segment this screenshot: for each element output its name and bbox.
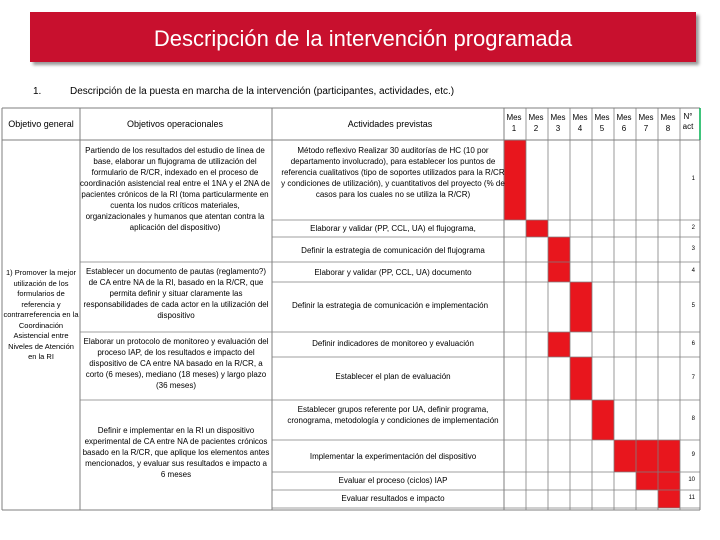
activity-number: 2 (691, 225, 695, 231)
objetivo-general-text: 1) Promover la mejor utilización de los formularios de referencia y contrarreferencia en la Coordinación Asistencial entre Niveles de Atención en la RI (3, 268, 79, 361)
activity-number: 8 (691, 416, 695, 422)
month-number: 5 (599, 124, 605, 133)
activity-text: Implementar la experimentación del dispositivo (309, 452, 477, 461)
month-label: Mes (638, 113, 654, 122)
active-month-cell (636, 440, 658, 472)
active-month-cell (548, 332, 570, 357)
section-number: 1. (33, 86, 42, 97)
activity-number: 5 (691, 303, 695, 309)
month-number: 2 (533, 124, 539, 133)
active-month-cell (548, 237, 570, 262)
objetivo-operacional-3: Elaborar un protocolo de monitoreo y evaluación del proceso IAP, de los resultados e impacto del dispositivo de CA entre NA basado en la R/CR, a corto (6 meses), mediano (18 meses) y largo plazo (36 meses) (83, 337, 269, 390)
activity-text: Elaborar y validar (PP, CCL, UA) documento (314, 268, 472, 277)
activity-number: 3 (691, 246, 695, 252)
month-number: 8 (665, 124, 671, 133)
activity-text: Definir indicadores de monitoreo y evaluación (312, 339, 474, 348)
activity-number: 11 (688, 495, 695, 501)
month-number: 4 (577, 124, 583, 133)
header-n-act: N° act (682, 112, 694, 131)
section-heading: Descripción de la puesta en marcha de la intervención (participantes, actividades, etc.) (70, 86, 455, 97)
month-label: Mes (660, 113, 676, 122)
activity-number: 10 (688, 477, 695, 483)
activity-number: 4 (691, 268, 695, 274)
month-number: 1 (511, 124, 517, 133)
activity-text: Definir la estrategia de comunicación del flujograma (301, 246, 485, 255)
objetivo-operacional-2: Establecer un documento de pautas (reglamento?) de CA entre NA de la RI, basado en la R/CR, que permita definir y situar claramente las responsabilidades de cada actor en la utilización del dispositivo (83, 267, 269, 320)
header-objetivos-operacionales: Objetivos operacionales (126, 119, 224, 129)
month-label: Mes (572, 113, 588, 122)
month-label: Mes (594, 113, 610, 122)
active-month-cell (592, 400, 614, 440)
activity-text: Establecer el plan de evaluación (335, 372, 451, 381)
active-month-cell (570, 357, 592, 400)
active-month-cell (526, 220, 548, 237)
activity-number: 9 (691, 452, 695, 458)
active-month-cell (636, 472, 658, 490)
month-label: Mes (506, 113, 522, 122)
active-month-cell (548, 262, 570, 282)
active-month-cell (570, 282, 592, 332)
activity-text: Método reflexivo Realizar 30 auditorías de HC (10 por departamento involucrado), para establecer los puntos de referencia cualitativos (tipo de soportes utilizados para la R/CR y condiciones de utilización), y cuantitativos del proyecto (% de casos para los cuales no se utiliza la R/CR) (281, 146, 505, 199)
month-number: 3 (555, 124, 561, 133)
month-label: Mes (550, 113, 566, 122)
month-number: 7 (643, 124, 649, 133)
activity-number: 1 (691, 176, 695, 182)
activity-text: Evaluar resultados e impacto (341, 494, 445, 503)
month-label: Mes (528, 113, 544, 122)
activity-number: 6 (691, 341, 695, 347)
active-month-cell (614, 440, 636, 472)
objetivo-operacional-4: Definir e implementar en la RI un dispositivo experimental de CA entre NA de pacientes crónicos basado en la R/CR, que aplique los elementos antes mencionados, y evaluar sus resultados e impacto a 6 meses (82, 426, 270, 479)
month-number: 6 (621, 124, 627, 133)
objetivo-operacional-1: Partiendo de los resultados del estudio de línea de base, elaborar un flujograma de utilización del formulario de R/CR, indexado en el proceso de coordinación asistencial real entre el 1NA y el 2NA de pacientes crónicos de la RI (toma particularmente en cuenta los nudos críticos materiales, organizacionales y humanos que atentan contra la aplicación del dispositivo) (80, 146, 270, 232)
header-actividades: Actividades previstas (347, 119, 433, 129)
month-label: Mes (616, 113, 632, 122)
active-month-cell (504, 140, 526, 220)
page-title: Descripción de la intervención programada (153, 26, 573, 51)
activity-text: Elaborar y validar (PP, CCL, UA) el flujograma, (310, 224, 476, 233)
activity-text: Definir la estrategia de comunicación e implementación (291, 301, 489, 310)
activity-text: Establecer grupos referente por UA, definir programa, cronograma, metodología y condiciones de implementación (287, 405, 499, 425)
header-objetivo-general: Objetivo general (8, 119, 74, 129)
activity-number: 7 (691, 375, 695, 381)
activity-text: Evaluar el proceso (ciclos) IAP (338, 476, 448, 485)
